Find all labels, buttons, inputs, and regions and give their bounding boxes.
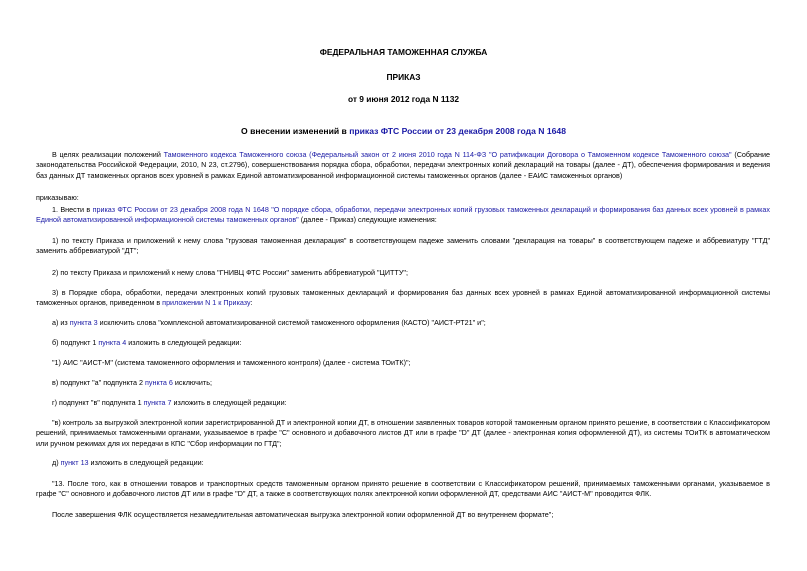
- subitem-3-text-2: :: [250, 298, 253, 308]
- v-text-1: в) подпункт "а" подпункта 2: [52, 378, 146, 387]
- point-7-link[interactable]: пункта 7: [143, 398, 172, 407]
- b-text-2: изложить в следующей редакции:: [126, 338, 242, 347]
- a-text-1: а) из: [52, 318, 70, 327]
- b-text-1: б) подпункт 1: [52, 338, 99, 347]
- customs-code-link[interactable]: Таможенного кодекса Таможенного союза (Федеральный закон от 2 июня 2010 года N 114-ФЗ "О ратификации Договора о Таможенном кодексе Таможенного союза": [163, 150, 732, 159]
- paragraph-g: [36, 398, 770, 408]
- d-text-2: изложить в следующей редакции:: [88, 458, 204, 467]
- point-13-link[interactable]: пункт 13: [60, 458, 89, 467]
- agency-heading: ФЕДЕРАЛЬНАЯ ТАМОЖЕННАЯ СЛУЖБА: [319, 47, 488, 57]
- paragraph-d: [36, 458, 770, 468]
- item-1-text-1: 1. Внести в: [52, 205, 93, 214]
- point-3-link[interactable]: пункта 3: [69, 318, 98, 327]
- g-text-2: изложить в следующей редакции:: [171, 398, 287, 407]
- preamble-text-2: (Собрание законодательства Российской Федерации, 2010, N 23, ст.2796), совершенствования порядка сбора, обработки, передачи электронных копий деклараций на товары (далее - ДТ), обеспечения формирования и ведения баз данных ДТ таможенных органов всех уровней в рамках Единой автоматизированной информационной системы таможенных органов (далее - ЕАИС таможенных органов): [36, 150, 771, 180]
- point-4-link[interactable]: пункта 4: [98, 338, 127, 347]
- title-text: О внесении изменений в: [241, 126, 350, 136]
- appendix-1-link[interactable]: приложении N 1 к Приказу: [162, 298, 251, 308]
- paragraph-preamble: [36, 150, 770, 181]
- title-link[interactable]: приказ ФТС России от 23 декабря 2008 года N 1648: [349, 126, 566, 136]
- point-6-link[interactable]: пункта 6: [145, 378, 173, 387]
- paragraph-b: [36, 338, 770, 348]
- paragraph-quote-13: "13. После того, как в отношении товаров и транспортных средств таможенным органом принято решение в соответствии с Классификатором решений, принимаемых таможенными органами, указываемое в графе "С" основного и добавочного листов ДТ или в графе "D" ДТ, а также в соответствующих полях электронной копии оформленной ДТ, средствами АИС "АИСТ-М" проводится ФЛК.: [36, 479, 770, 499]
- document-date: от 9 июня 2012 года N 1132: [347, 94, 460, 104]
- v-text-2: исключить;: [172, 378, 212, 387]
- paragraph-order: приказываю:: [36, 193, 79, 202]
- paragraph-flk: После завершения ФЛК осуществляется незамедлительная автоматическая выгрузка электронной копии оформленной ДТ во внутреннем формате";: [52, 510, 554, 519]
- document-title: [0, 125, 807, 137]
- a-text-2: исключить слова "комплексной автоматизированной системой таможенного оформления (КАСТО) "АИСТ-РТ21" и";: [97, 318, 486, 327]
- order-1648-link[interactable]: приказ ФТС России от 23 декабря 2008 года N 1648 "О порядке сбора, обработки, передачи электронных копий грузовых таможенных деклараций и формирования баз данных всех уровней в рамках Единой автоматизированной информационной системы таможенных органов": [36, 205, 770, 225]
- paragraph-subitem-1: 1) по тексту Приказа и приложений к нему слова "грузовая таможенная декларация" в соответствующем падеже заменить словами "декларация на товары" в соответствующем падеже и аббревиатуру "ГТД" заменить аббревиатурой "ДТ";: [36, 236, 770, 256]
- preamble-text-1: В целях реализации положений: [52, 150, 164, 159]
- paragraph-subitem-3: [36, 288, 770, 309]
- document-kind: ПРИКАЗ: [386, 72, 421, 82]
- d-text-1: д): [52, 458, 61, 467]
- paragraph-a: [36, 318, 770, 328]
- paragraph-v: [36, 378, 770, 388]
- paragraph-quote-v: "в) контроль за выгрузкой электронной копии зарегистрированной ДТ и электронной копии ДТ, в отношении заявленных товаров которой таможенным органом принято решение, в соответствии с Классификатором решений, принимаемых таможенными органами, указываемое в графе "С" основного и добавочного листов ДТ или в графе "D" ДТ (далее - электронная копия оформленной ДТ), из системы ТОиТК в автоматическом или ручном режимах для их передачи в КПС "Сбор информации по ГТД";: [36, 418, 770, 448]
- paragraph-quote-1: "1) АИС "АИСТ-М" (система таможенного оформления и таможенного контроля) (далее - система ТОиТК)";: [52, 358, 411, 367]
- g-text-1: г) подпункт "в" подпункта 1: [52, 398, 144, 407]
- item-1-text-2: (далее - Приказ) следующие изменения:: [298, 215, 437, 225]
- subitem-3-text-1: 3) в Порядке сбора, обработки, передачи электронных копий грузовых таможенных деклараций и формирования баз данных всех уровней в рамках Единой автоматизированной информационной системы таможенных органов, приведенном в: [36, 288, 770, 308]
- paragraph-item-1: [36, 205, 770, 226]
- paragraph-subitem-2: 2) по тексту Приказа и приложений к нему слова "ГНИВЦ ФТС России" заменить аббревиатурой "ЦИТТУ";: [52, 268, 408, 277]
